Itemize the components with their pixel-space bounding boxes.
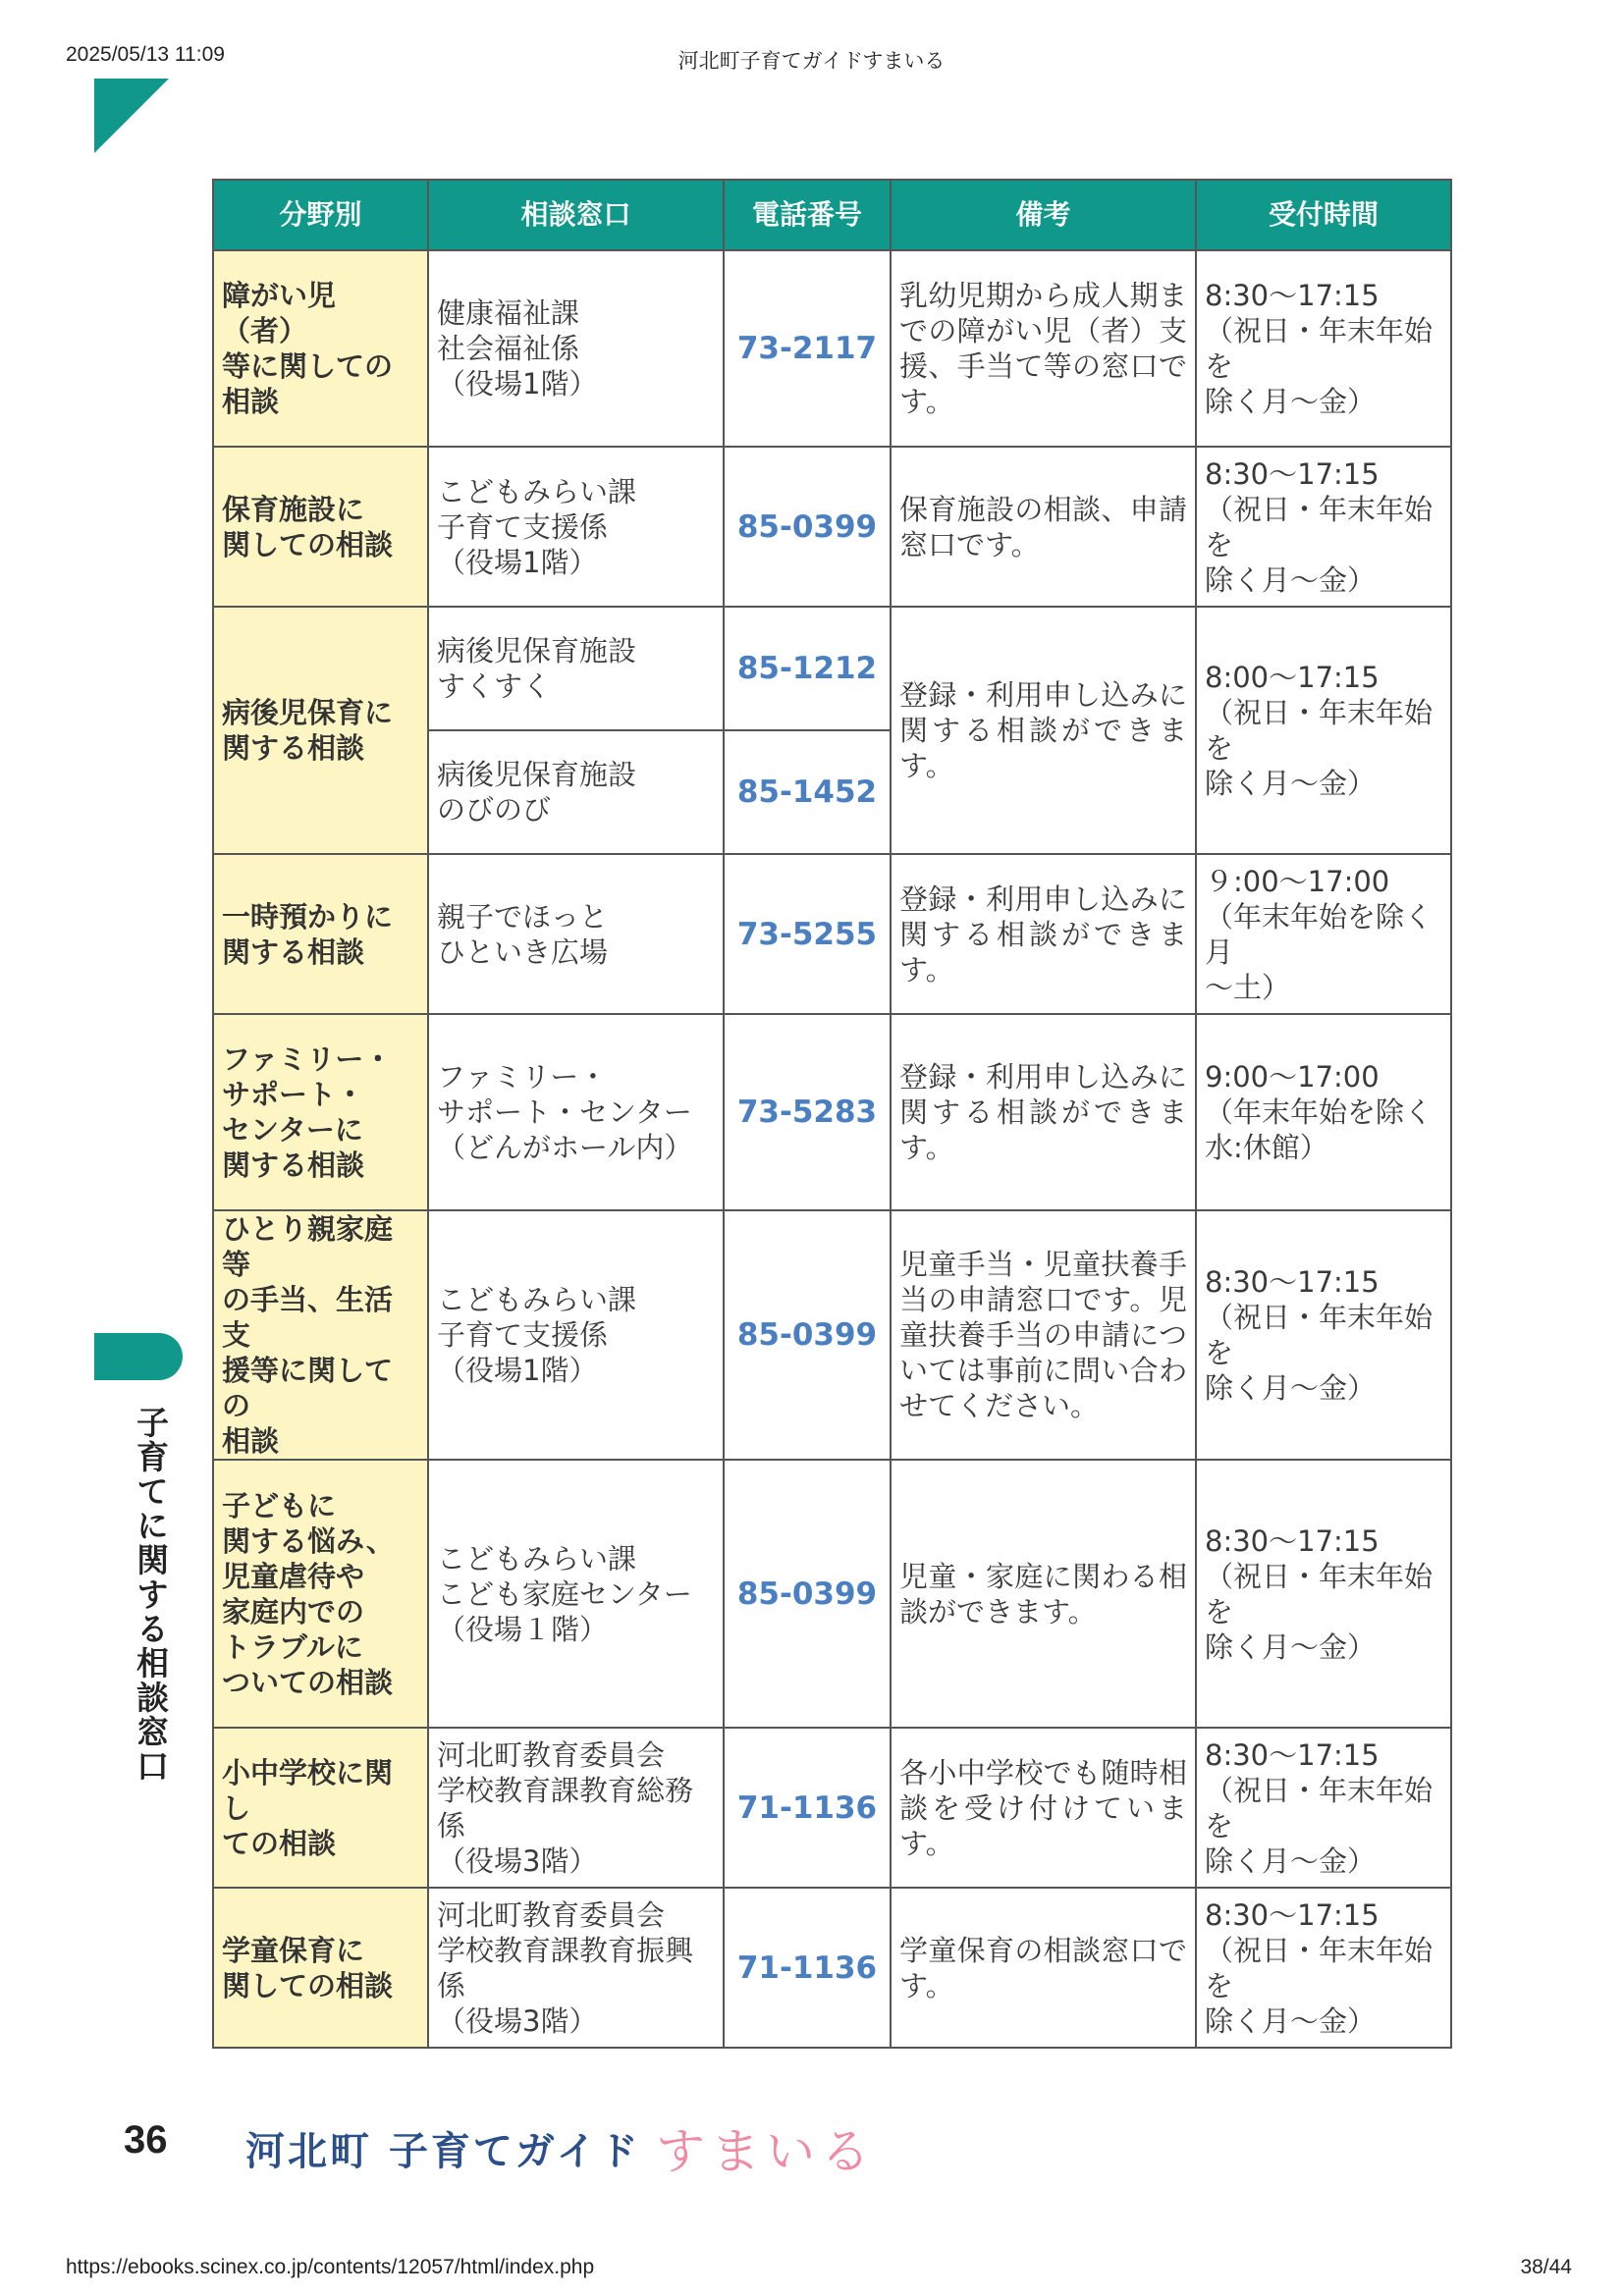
table-row [213,1210,1451,1460]
category-cell: 子どもに 関する悩み、 児童虐待や 家庭内での トラブルに ついての相談 [213,1460,428,1728]
phone-number[interactable]: 85-0399 [724,1210,891,1460]
table-row [213,447,1451,607]
document-title: 河北町子育てガイドすまいる [677,49,946,73]
category-cell: ファミリー・ サポート・ センターに 関する相談 [213,1014,428,1210]
notes-cell: 乳幼児期から成人期までの障がい児（者）支援、手当て等の窓口です。 [891,250,1196,447]
category-cell: 病後児保育に 関する相談 [213,607,428,854]
column-header-office: 相談窓口 [428,180,724,250]
brand-logo-text: 河北町 子育てガイド [245,2129,641,2174]
office-cell: 病後児保育施設 すくすく [428,607,724,730]
hours-cell: 8:30〜17:15 （祝日・年末年始を 除く月〜金） [1196,1460,1451,1728]
corner-triangle-decoration [94,79,169,153]
hours-cell: 8:30〜17:15 （祝日・年末年始を 除く月〜金） [1196,1728,1451,1888]
notes-cell: 登録・利用申し込みに関する相談ができます。 [891,607,1196,854]
phone-number[interactable]: 71-1136 [724,1888,891,2048]
phone-number[interactable]: 73-5283 [724,1014,891,1210]
hours-cell: 8:30〜17:15 （祝日・年末年始を 除く月〜金） [1196,250,1451,447]
hours-cell: 8:30〜17:15 （祝日・年末年始を 除く月〜金） [1196,447,1451,607]
hours-cell: 8:30〜17:15 （祝日・年末年始を 除く月〜金） [1196,1888,1451,2048]
office-cell: こどもみらい課 こども家庭センター （役場１階） [428,1460,724,1728]
table-row [213,854,1451,1014]
hours-cell: 9:00〜17:00 （年末年始を除く 水:休館） [1196,1014,1451,1210]
column-header-category: 分野別 [213,180,428,250]
notes-cell: 登録・利用申し込みに関する相談ができます。 [891,1014,1196,1210]
table-row [213,1460,1451,1728]
category-cell: 保育施設に 関しての相談 [213,447,428,607]
column-header-hours: 受付時間 [1196,180,1451,250]
print-page-count: 38/44 [1520,2256,1572,2278]
section-side-label: 子育てに関する相談窓口 [132,1406,170,1784]
notes-cell: 各小中学校でも随時相談を受け付けています。 [891,1728,1196,1888]
side-tab-marker [94,1333,183,1380]
notes-cell: 学童保育の相談窓口です。 [891,1888,1196,2048]
page-url: https://ebooks.scinex.co.jp/contents/12057/html/index.php [66,2256,595,2278]
phone-number[interactable]: 71-1136 [724,1728,891,1888]
phone-number[interactable]: 73-2117 [724,250,891,447]
notes-cell: 児童・家庭に関わる相談ができます。 [891,1460,1196,1728]
table-row [213,1888,1451,2048]
phone-number[interactable]: 85-1452 [724,730,891,854]
office-cell: 親子でほっと ひといき広場 [428,854,724,1014]
page-number: 36 [124,2118,168,2162]
table-row [213,1014,1451,1210]
brand-logo-accent: すまいる [656,2123,876,2180]
office-cell: 河北町教育委員会 学校教育課教育振興係 （役場3階） [428,1888,724,2048]
category-cell: 障がい児（者） 等に関しての 相談 [213,250,428,447]
phone-number[interactable]: 85-0399 [724,1460,891,1728]
hours-cell: ９:00〜17:00 （年末年始を除く月 〜土） [1196,854,1451,1014]
notes-cell: 児童手当・児童扶養手当の申請窓口です。児童扶養手当の申請については事前に問い合わせてください。 [891,1210,1196,1460]
office-cell: 病後児保育施設 のびのび [428,730,724,854]
phone-number[interactable]: 85-0399 [724,447,891,607]
office-cell: こどもみらい課 子育て支援係 （役場1階） [428,447,724,607]
consultation-table [212,179,1452,2049]
category-cell: ひとり親家庭等 の手当、生活支 援等に関しての 相談 [213,1210,428,1460]
notes-cell: 保育施設の相談、申請窓口です。 [891,447,1196,607]
office-cell: ファミリー・ サポート・センター （どんがホール内） [428,1014,724,1210]
hours-cell: 8:00〜17:15 （祝日・年末年始を 除く月〜金） [1196,607,1451,854]
office-cell: 河北町教育委員会 学校教育課教育総務係 （役場3階） [428,1728,724,1888]
print-datetime: 2025/05/13 11:09 [66,43,225,66]
table-row [213,250,1451,447]
table-header-row [213,180,1451,250]
phone-number[interactable]: 73-5255 [724,854,891,1014]
table-row [213,607,1451,730]
column-header-notes: 備考 [891,180,1196,250]
category-cell: 学童保育に 関しての相談 [213,1888,428,2048]
office-cell: こどもみらい課 子育て支援係 （役場1階） [428,1210,724,1460]
phone-number[interactable]: 85-1212 [724,607,891,730]
hours-cell: 8:30〜17:15 （祝日・年末年始を 除く月〜金） [1196,1210,1451,1460]
column-header-phone: 電話番号 [724,180,891,250]
category-cell: 小中学校に関し ての相談 [213,1728,428,1888]
notes-cell: 登録・利用申し込みに関する相談ができます。 [891,854,1196,1014]
table-row [213,1728,1451,1888]
office-cell: 健康福祉課 社会福祉係 （役場1階） [428,250,724,447]
category-cell: 一時預かりに 関する相談 [213,854,428,1014]
